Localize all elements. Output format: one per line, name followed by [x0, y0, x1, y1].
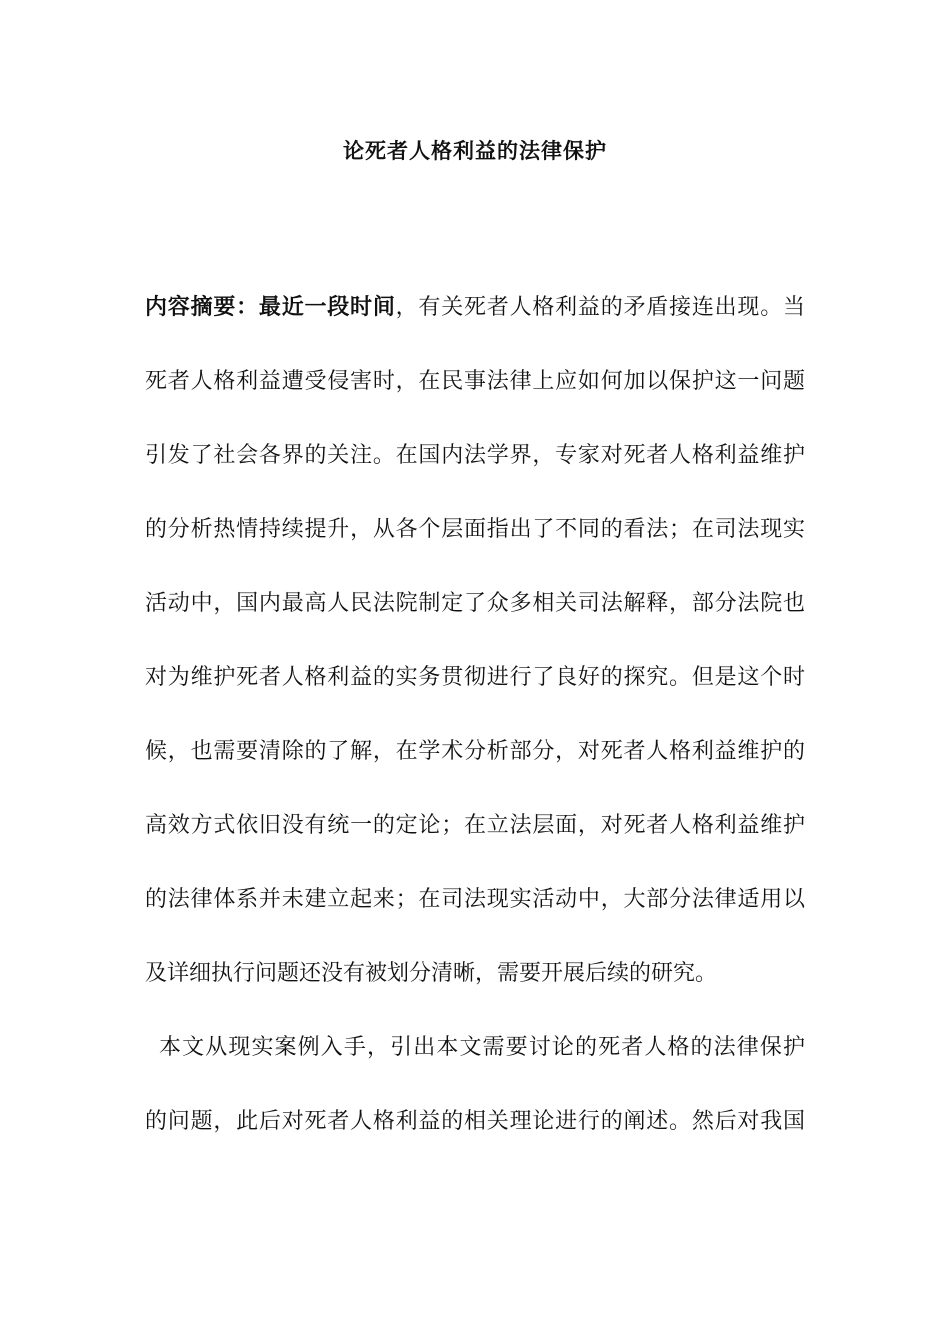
abstract-line-9: 的法律体系并未建立起来；在司法现实活动中，大部分法律适用以	[145, 887, 805, 912]
paragraph2-line-1: 本文从现实案例入手，引出本文需要讨论的死者人格的法律保护	[159, 1035, 805, 1060]
abstract-label: 内容摘要：最近一段时间	[145, 295, 396, 320]
abstract-line-2: 死者人格利益遭受侵害时，在民事法律上应如何加以保护这一问题	[145, 369, 805, 394]
abstract-line-1	[145, 292, 805, 324]
abstract-line-5: 活动中，国内最高人民法院制定了众多相关司法解释，部分法院也	[145, 591, 805, 616]
abstract-text: ，有关死者人格利益的矛盾接连出现。当	[395, 295, 805, 320]
abstract-line-7: 候，也需要清除的了解，在学术分析部分，对死者人格利益维护的	[145, 739, 805, 764]
abstract-line-10: 及详细执行问题还没有被划分清晰，需要开展后续的研究。	[145, 961, 718, 986]
document-title: 论死者人格利益的法律保护	[343, 138, 607, 163]
abstract-line-8: 高效方式依旧没有统一的定论；在立法层面，对死者人格利益维护	[145, 813, 805, 838]
abstract-line-4: 的分析热情持续提升，从各个层面指出了不同的看法；在司法现实	[145, 517, 805, 542]
paragraph2-line-2: 的问题，此后对死者人格利益的相关理论进行的阐述。然后对我国	[145, 1109, 805, 1134]
abstract-line-3: 引发了社会各界的关注。在国内法学界，专家对死者人格利益维护	[145, 443, 805, 468]
abstract-line-6: 对为维护死者人格利益的实务贯彻进行了良好的探究。但是这个时	[145, 665, 805, 690]
